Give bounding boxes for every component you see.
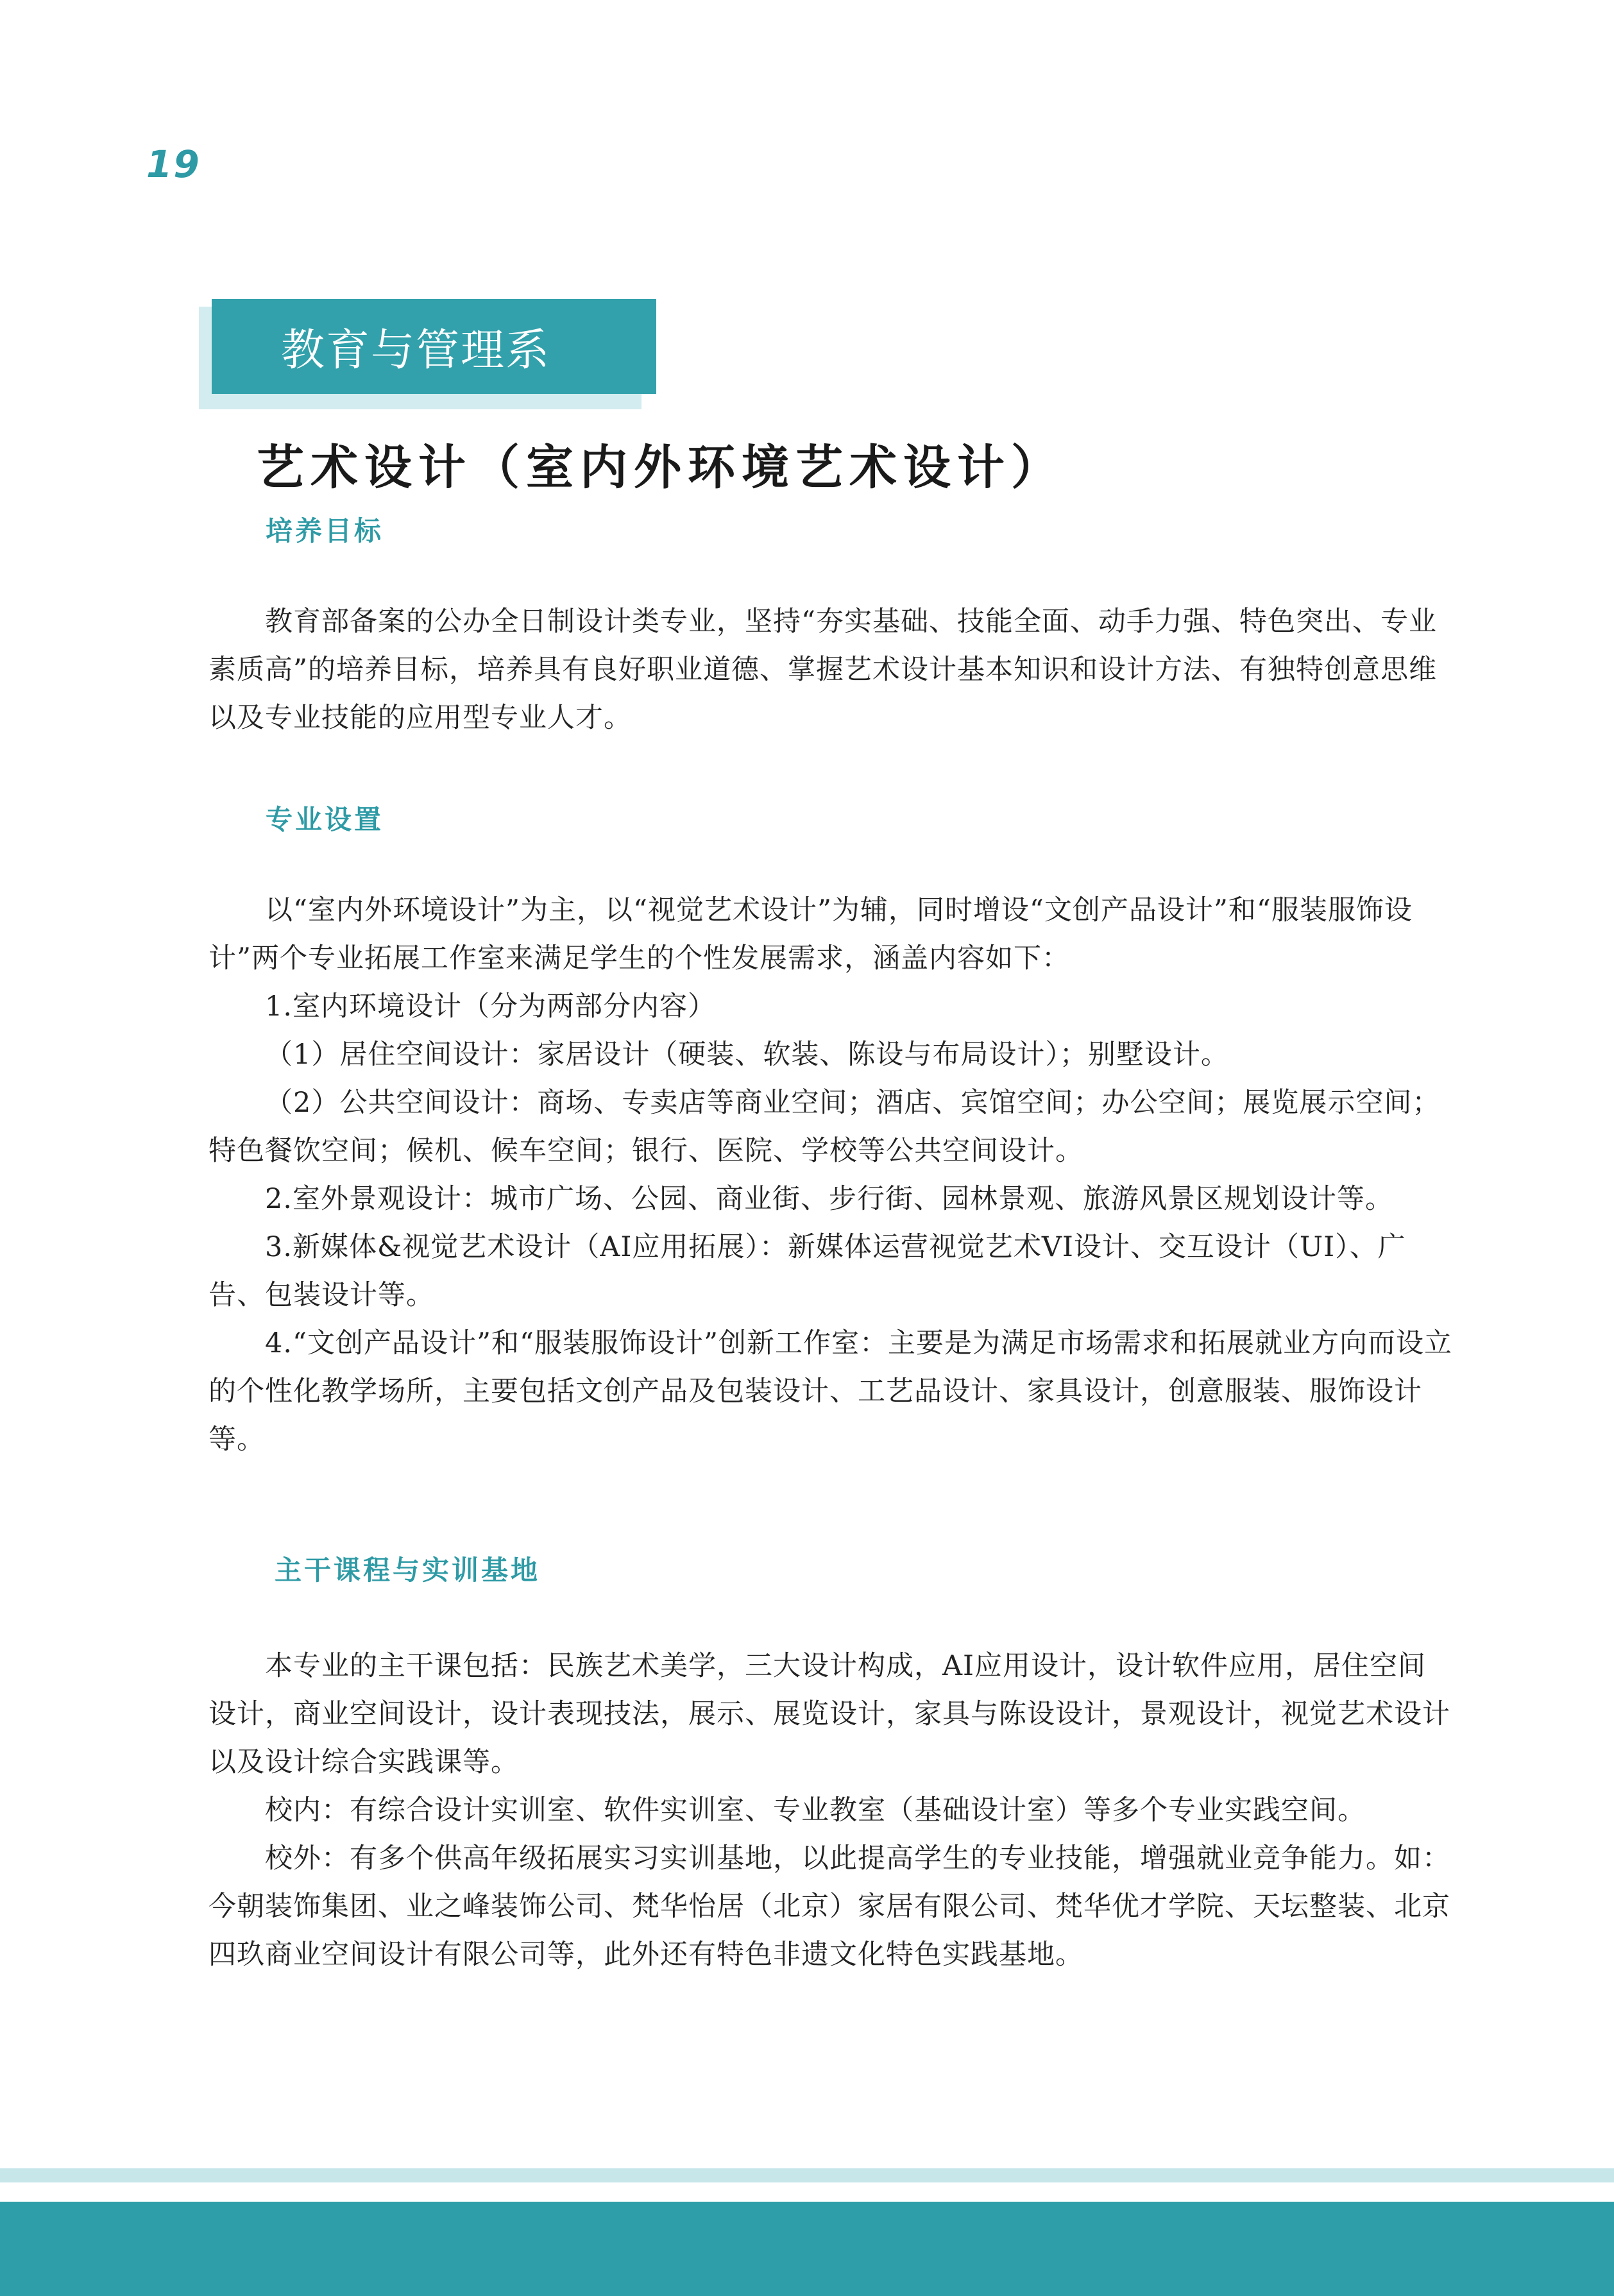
- section-heading-setup: 专业设置: [266, 804, 384, 835]
- footer-band: [0, 2202, 1614, 2296]
- section-body-goal: [208, 598, 1453, 742]
- footer-stripe-light: [0, 2168, 1614, 2182]
- section-heading-goal: 培养目标: [266, 515, 384, 547]
- section-heading-courses: 主干课程与实训基地: [275, 1554, 541, 1586]
- paragraph: 教育部备案的公办全日制设计类专业，坚持“夯实基础、技能全面、动手力强、特色突出、专业素质高”的培养目标，培养具有良好职业道德、掌握艺术设计基本知识和设计方法、有独特创意思维以及专业技能的应用型专业人才。: [208, 606, 1437, 734]
- paragraph: 校内：有综合设计实训室、软件实训室、专业教室（基础设计室）等多个专业实践空间。: [265, 1794, 1366, 1826]
- paragraph: 2.室外景观设计：城市广场、公园、商业街、步行街、园林景观、旅游风景区规划设计等。: [265, 1183, 1394, 1215]
- department-banner: 教育与管理系: [212, 299, 656, 394]
- major-title: 艺术设计（室内外环境艺术设计）: [257, 440, 1065, 495]
- paragraph: （2）公共空间设计：商场、专卖店等商业空间；酒店、宾馆空间；办公空间；展览展示空间；特色餐饮空间；候机、候车空间；银行、医院、学校等公共空间设计。: [208, 1087, 1441, 1167]
- paragraph: 本专业的主干课包括：民族艺术美学，三大设计构成，AI应用设计，设计软件应用，居住空间设计，商业空间设计，设计表现技法，展示、展览设计，家具与陈设设计，景观设计，视觉艺术设计以及设计综合实践课等。: [208, 1650, 1450, 1778]
- paragraph: 3.新媒体&视觉艺术设计（AI应用拓展）：新媒体运营视觉艺术VI设计、交互设计（UI）、广告、包装设计等。: [208, 1231, 1406, 1311]
- paragraph: 4.“文创产品设计”和“服装服饰设计”创新工作室：主要是为满足市场需求和拓展就业方向而设立的个性化教学场所，主要包括文创产品及包装设计、工艺品设计、家具设计，创意服装、服饰设计等。: [208, 1327, 1452, 1456]
- section-body-courses: [208, 1642, 1453, 1979]
- paragraph: 以“室内外环境设计”为主，以“视觉艺术设计”为辅，同时增设“文创产品设计”和“服装服饰设计”两个专业拓展工作室来满足学生的个性发展需求，涵盖内容如下：: [208, 894, 1413, 974]
- paragraph: 校外：有多个供高年级拓展实习实训基地，以此提高学生的专业技能，增强就业竞争能力。如：今朝装饰集团、业之峰装饰公司、梵华怡居（北京）家居有限公司、梵华优才学院、天坛整装、北京四玖商业空间设计有限公司等，此外还有特色非遗文化特色实践基地。: [208, 1842, 1450, 1971]
- paragraph: （1）居住空间设计：家居设计（硬装、软装、陈设与布局设计）；别墅设计。: [265, 1039, 1229, 1071]
- paragraph: 1.室内环境设计（分为两部分内容）: [265, 991, 717, 1023]
- page-number: 19: [146, 142, 201, 186]
- section-body-setup: [208, 887, 1453, 1464]
